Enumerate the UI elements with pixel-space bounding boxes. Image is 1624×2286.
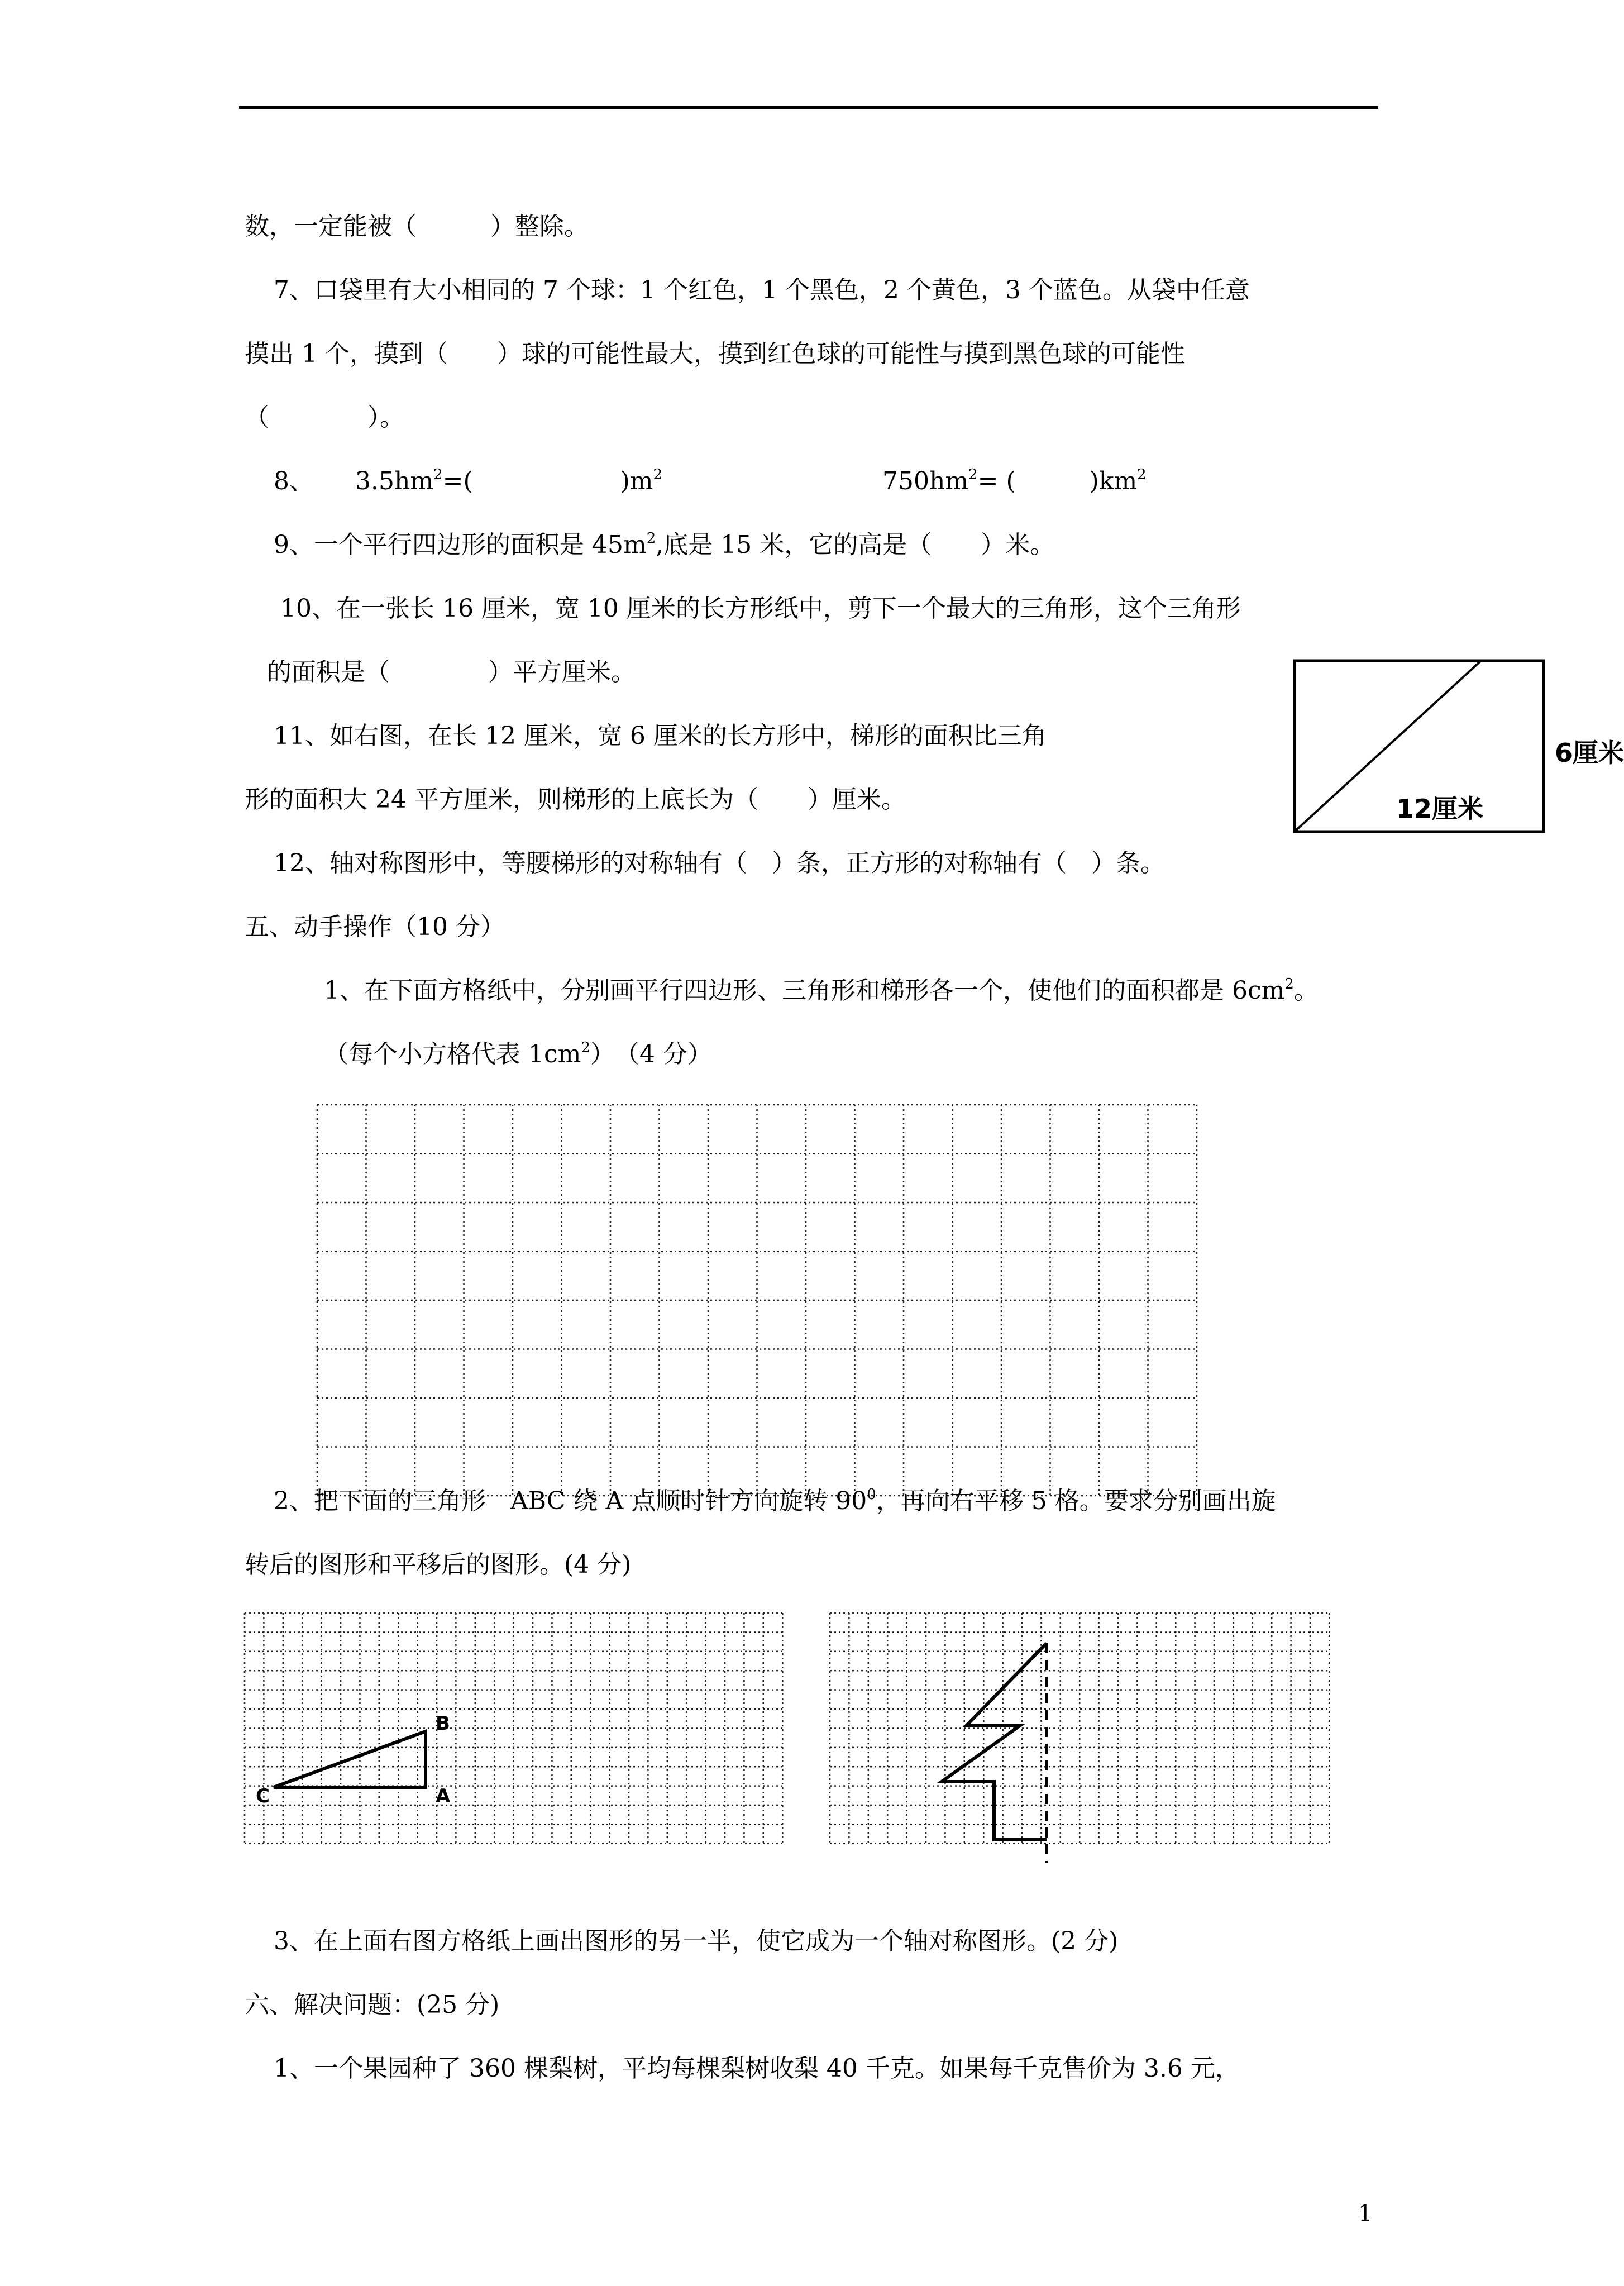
question-11-line-2: 形的面积大 24 平方厘米，则梯形的上底长为（ ）厘米。 — [245, 785, 906, 814]
question-8-number: 8、 — [274, 467, 314, 495]
line-continuation: 数，一定能被（ ）整除。 — [245, 212, 589, 241]
question-8-part-a: $3.5hm^2=$( )$m^2$ — [355, 466, 663, 495]
question-7-line-1: 7、口袋里有大小相同的 7 个球：1 个红色，1 个黑色，2 个黄色，3 个蓝色。从袋中任意 — [274, 276, 1250, 304]
section-5-heading: 五、动手操作（10 分） — [245, 913, 505, 941]
question-7-line-3: （ ）。 — [245, 403, 404, 432]
section-6-problem-1: 1、一个果园种了 360 棵梨树，平均每棵梨树收梨 40 千克。如果每千克售价为 3.6 元， — [274, 2054, 1240, 2083]
figure-11-width-label: 6厘米 — [1555, 738, 1624, 768]
triangle-label-b: B — [436, 1712, 450, 1735]
triangle-label-a: A — [436, 1785, 451, 1807]
question-10-line-1: 10、在一张长 16 厘米，宽 10 厘米的长方形纸中，剪下一个最大的三角形，这个三角形 — [280, 594, 1241, 623]
question-10-line-2: 的面积是（ ）平方厘米。 — [267, 658, 636, 686]
section-5-task-2-line-1: 2、把下面的三角形 ABC 绕 A 点顺时针方向旋转 $90^0$，再向右平移 5 格。要求分别画出旋 — [274, 1486, 1276, 1515]
section-5-task-1-line-1: 1、在下面方格纸中，分别画平行四边形、三角形和梯形各一个，使他们的面积都是 $6cm^2$。 — [324, 976, 1319, 1005]
page-number: 1 — [1358, 2201, 1373, 2226]
section-5-task-2-line-2: 转后的图形和平移后的图形。(4 分) — [245, 1550, 632, 1579]
question-12: 12、轴对称图形中，等腰梯形的对称轴有（ ）条，正方形的对称轴有（ ）条。 — [274, 849, 1165, 877]
question-8-part-b: $750hm^2=$ ( )$km^2$ — [882, 466, 1147, 495]
triangle-label-c: C — [256, 1785, 270, 1807]
section-5-task-1-line-2: （每个小方格代表 $1cm^2$） （4 分） — [324, 1039, 712, 1068]
question-9: 9、一个平行四边形的面积是 $45m^2$,底是 15 米，它的高是（ ）米。 — [274, 530, 1055, 559]
figure-11-length-label: 12厘米 — [1396, 794, 1484, 824]
question-11-line-1: 11、如右图，在长 12 厘米，宽 6 厘米的长方形中，梯形的面积比三角 — [274, 722, 1047, 750]
section-6-heading: 六、解决问题：(25 分) — [245, 1991, 500, 2019]
section-5-task-3: 3、在上面右图方格纸上画出图形的另一半，使它成为一个轴对称图形。(2 分) — [274, 1927, 1119, 1955]
question-7-line-2: 摸出 1 个，摸到（ ）球的可能性最大，摸到红色球的可能性与摸到黑色球的可能性 — [245, 340, 1185, 368]
